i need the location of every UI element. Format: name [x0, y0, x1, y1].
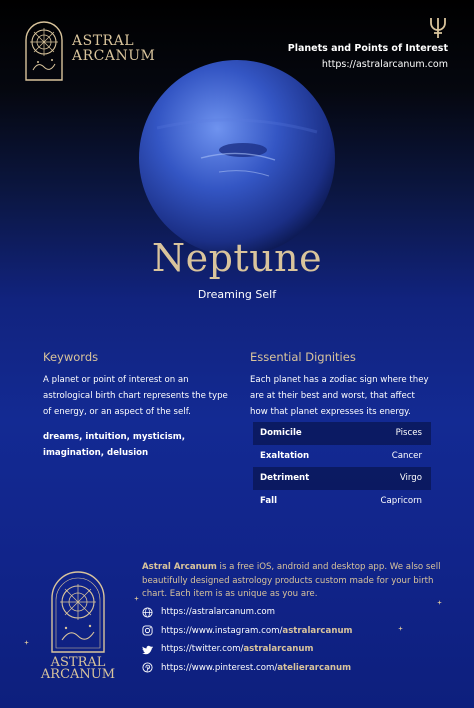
star-icon	[437, 600, 442, 605]
dignity-label: Detriment	[260, 473, 310, 484]
planet-name: Neptune	[151, 236, 323, 280]
link-url[interactable]	[161, 607, 275, 617]
footer-brand-line-1: ASTRAL	[50, 655, 106, 670]
dignity-row	[253, 422, 431, 445]
link-url[interactable]	[161, 663, 351, 673]
dignity-value: Capricorn	[380, 495, 422, 506]
link-pinterest[interactable]	[142, 659, 452, 678]
social-links	[142, 603, 452, 677]
link-twitter[interactable]	[142, 640, 452, 659]
astral-emblem-icon	[20, 16, 68, 82]
dignities-table	[253, 422, 431, 512]
star-icon	[398, 626, 403, 631]
intro-text: is a free iOS, android and desktop app. We also sell beautifully designed astrology products custom made for your birth chart. Each item is as unique as you are.	[142, 562, 441, 599]
footer-intro	[142, 561, 447, 602]
dignity-value: Virgo	[399, 473, 422, 484]
header-title: Planets and Points of Interest	[287, 43, 448, 54]
brand-line-2: ARCANUM	[72, 48, 156, 64]
dignity-value: Cancer	[391, 450, 422, 461]
link-url[interactable]	[161, 626, 353, 636]
dignities-description: Each planet has a zodiac sign where they are at their best and worst, that affect how that planet expresses its energy.	[250, 375, 429, 417]
link-instagram[interactable]	[142, 622, 452, 641]
intro-brand: Astral Arcanum	[142, 562, 217, 572]
link-url-handle: atelierarcanum	[277, 662, 352, 673]
astral-emblem-large-icon	[32, 560, 124, 678]
dignity-label: Exaltation	[260, 450, 310, 461]
footer-brand-line-2: ARCANUM	[40, 667, 116, 678]
link-url-prefix: https://www.pinterest.com/	[161, 662, 278, 673]
keywords-list: dreams, intuition, mysticism, imagination, delusion	[43, 432, 186, 458]
dignity-label: Fall	[260, 495, 278, 506]
neptune-trident-icon	[428, 16, 448, 38]
star-icon	[24, 640, 29, 645]
header-url[interactable]: https://astralarcanum.com	[321, 59, 448, 70]
link-url-prefix: https://www.instagram.com/	[161, 625, 283, 636]
neptune-planet-image	[137, 58, 337, 258]
dignity-row	[253, 445, 431, 468]
dignity-row	[253, 490, 431, 513]
keywords-description: A planet or point of interest on an astrological birth chart represents the type of energy, or an aspect of the self.	[43, 375, 228, 417]
twitter-icon	[142, 644, 153, 655]
dignities-heading: Essential Dignities	[250, 350, 356, 364]
keywords-heading: Keywords	[43, 350, 99, 364]
dignity-value: Pisces	[395, 428, 422, 439]
globe-icon	[142, 607, 153, 618]
link-website[interactable]	[142, 603, 452, 622]
dignity-label: Domicile	[260, 428, 302, 439]
link-url-prefix: https://twitter.com/	[161, 644, 244, 655]
link-url[interactable]	[161, 644, 313, 654]
dignities-section	[250, 350, 430, 420]
instagram-icon	[142, 625, 153, 636]
link-url-handle: astralarcanum	[282, 625, 353, 636]
link-url-prefix: https://astralarcanum.com	[161, 607, 276, 618]
planet-subtitle: Dreaming Self	[197, 288, 277, 301]
pinterest-icon	[142, 662, 153, 673]
keywords-section	[43, 350, 233, 461]
dignity-row	[253, 467, 431, 490]
link-url-handle: astralarcanum	[243, 644, 314, 655]
footer-brand-logo[interactable]	[32, 560, 124, 678]
star-icon	[134, 596, 139, 601]
brand-line-1: ASTRAL	[72, 33, 134, 49]
